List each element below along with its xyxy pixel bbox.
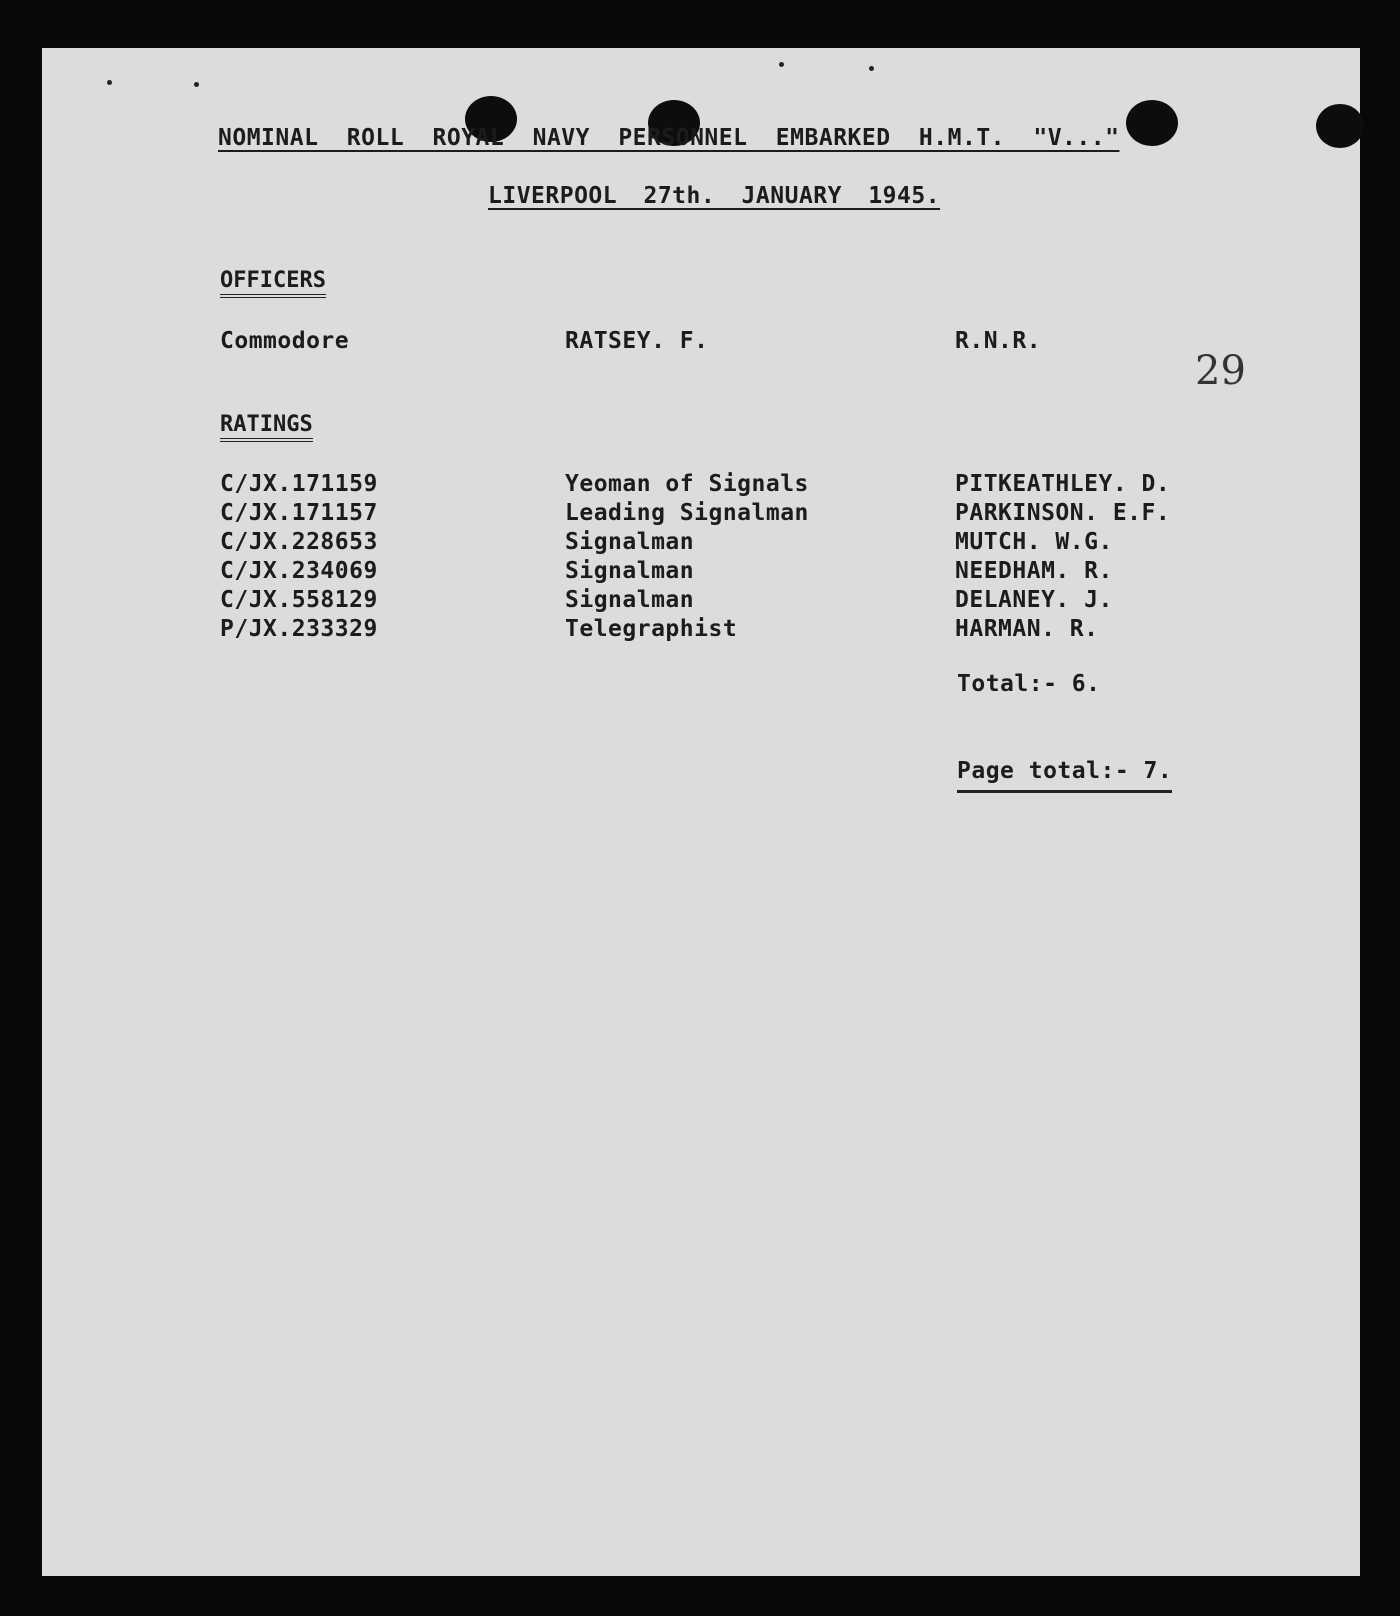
speck — [869, 66, 874, 71]
folio-number: 29 — [1195, 348, 1246, 394]
rating-number: C/JX.558129 — [220, 587, 378, 613]
punch-hole — [1126, 100, 1178, 146]
document-subtitle: LIVERPOOL 27th. JANUARY 1945. — [488, 183, 941, 209]
officer-name: RATSEY. F. — [565, 328, 709, 354]
rating-name: PARKINSON. E.F. — [955, 500, 1171, 526]
page-total: Page total:- 7. — [957, 757, 1172, 793]
rating-number: C/JX.234069 — [220, 558, 378, 584]
rating-name: HARMAN. R. — [955, 616, 1099, 642]
section-heading-officers: OFFICERS — [220, 268, 326, 298]
rating-number: C/JX.171159 — [220, 471, 378, 497]
section-heading-ratings: RATINGS — [220, 412, 313, 442]
speck — [194, 82, 199, 87]
rating-name: PITKEATHLEY. D. — [955, 471, 1171, 497]
rating-title: Telegraphist — [565, 616, 738, 642]
officer-rank: Commodore — [220, 328, 350, 354]
rating-number: P/JX.233329 — [220, 616, 378, 642]
rating-name: MUTCH. W.G. — [955, 529, 1113, 555]
officer-service: R.N.R. — [955, 328, 1042, 354]
ratings-total: Total:- 6. — [957, 671, 1101, 697]
speck — [107, 80, 112, 85]
ratings-rating-column — [565, 470, 809, 644]
ratings-name-column — [955, 470, 1170, 644]
punch-hole — [1316, 104, 1364, 148]
rating-title: Yeoman of Signals — [565, 471, 809, 497]
speck — [779, 62, 784, 67]
rating-number: C/JX.228653 — [220, 529, 378, 555]
rating-title: Signalman — [565, 558, 695, 584]
rating-title: Leading Signalman — [565, 500, 809, 526]
rating-name: DELANEY. J. — [955, 587, 1113, 613]
rating-number: C/JX.171157 — [220, 500, 378, 526]
rating-title: Signalman — [565, 529, 695, 555]
rating-title: Signalman — [565, 587, 695, 613]
ratings-number-column — [220, 470, 378, 644]
rating-name: NEEDHAM. R. — [955, 558, 1113, 584]
document-title: NOMINAL ROLL ROYAL NAVY PERSONNEL EMBARKED H.M.T. "V..." — [218, 125, 1120, 151]
